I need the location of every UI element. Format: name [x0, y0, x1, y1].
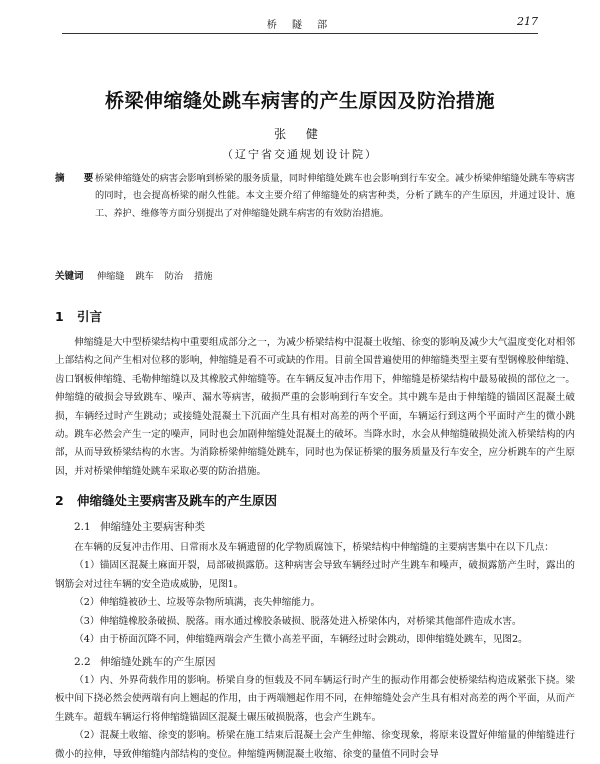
page-number: 217	[517, 15, 538, 28]
list-item: （2）混凝土收缩、徐变的影响。桥梁在施工结束后混凝土会产生伸缩、徐变现象，将原来设置好伸缩量的伸缩缝进行微小的拉伸，导致伸缩缝内部结构的变位。伸缩缝两侧混凝土收缩、徐变的量值不同时会导	[55, 730, 575, 760]
subsection-number: 2.2	[74, 656, 91, 668]
section-title: 伸缩缝处主要病害及跳车的产生原因	[77, 493, 278, 508]
subsection-body	[55, 539, 575, 649]
keywords-label: 关键词	[55, 271, 84, 282]
paragraph: 在车辆的反复冲击作用、日常雨水及车辆遗留的化学物质腐蚀下，桥梁结构中伸缩缝的主要病害集中在以下几点：	[74, 542, 554, 553]
section-number: 2	[55, 493, 64, 508]
paragraph: 伸缩缝是大中型桥梁结构中重要组成部分之一，为减少桥梁结构中混凝土收缩、徐变的影响及减少大气温度变化对相邻上部结构之间产生相对位移的影响，伸缩缝是看不可或缺的作用。目前全国普遍使用的伸缩缝类型主要有型钢橡胶伸缩缝、齿口钢板伸缩缝、毛勒伸缩缝以及其橡胶式伸缩缝等。在车辆反复冲击作用下，伸缩缝是桥梁结构中最易破损的部位之一。伸缩缝的破损会导致跳车、噪声、漏水等病害，破损严重的会影响到行车安全。其中跳车是由于伸缩缝的锚固区混凝土破损，车辆经过时产生跳动；或接缝处混凝土下沉面产生具有相对高差的两个平面，车辆运行到这两个平面时产生的微小跳动。跳车必然会产生一定的噪声，同时也会加剧伸缩缝处混凝土的破坏。当降水时，水会从伸缩缝破损处流入桥梁结构的内部，从而导致桥梁结构的水害。为消除桥梁伸缩缝处跳车，同时也为保证桥梁的服务质量及行车安全，应分析跳车的产生原因，并对桥梁伸缩缝处跳车采取必要的防治措施。	[55, 337, 575, 477]
section-title: 引言	[77, 309, 103, 324]
subsection-body	[55, 672, 575, 764]
section-number: 1	[55, 309, 64, 324]
subsection-title: 伸缩缝处跳车的产生原因	[100, 656, 216, 668]
paper-title: 桥梁伸缩缝处跳车病害的产生原因及防治措施	[104, 90, 495, 112]
subsection-heading	[74, 654, 216, 669]
subsection-number: 2.1	[74, 521, 91, 533]
subsection-heading	[74, 519, 205, 534]
list-item: （1）内、外界荷载作用的影响。桥梁自身的恒载及不同车辆运行时产生的振动作用都会使桥梁结构造成紧张下挠。梁板中间下挠必然会使两端有向上翘起的作用，由于两端翘起作用不同，在伸缩缝处会产生具有相对高差的两个平面，从而产生跳车。超载车辆运行将伸缩缝锚固区混凝土碾压破损脱落，也会产生跳车。	[55, 675, 575, 723]
abstract-text: 桥梁伸缩缝处的病害会影响到桥梁的服务质量，同时伸缩缝处跳车也会影响到行车安全。减少桥梁伸缩缝处跳车等病害的同时，也会提高桥梁的耐久性能。本文主要介绍了伸缩缝处的病害种类，分析了跳车的产生原因，并通过设计、施工、养护、维修等方面分别提出了对伸缩缝处跳车病害的有效防治措施。	[95, 173, 575, 219]
running-header	[62, 13, 538, 34]
author-affiliation: （辽宁省交通规划设计院）	[222, 148, 378, 161]
list-item: （3）伸缩缝橡胶条破损、脱落。雨水通过橡胶条破损、脱落处进入桥梁体内，对桥梁其他部件造成水害。	[74, 615, 522, 627]
keywords-text: 伸缩缝 跳车 防治 措施	[97, 271, 213, 282]
author-name: 张 健	[274, 127, 326, 141]
abstract-label: 摘 要	[55, 173, 102, 184]
journal-section-name: 桥 隧 部	[266, 20, 334, 31]
section-body	[55, 334, 575, 481]
keywords	[55, 268, 575, 285]
section-heading	[55, 491, 277, 509]
list-item: （4）由于桥面沉降不同，伸缩缝两端会产生微小高差平面，车辆经过时会跳动，即伸缩缝处跳车，见图2。	[74, 634, 528, 646]
section-heading	[55, 307, 102, 325]
list-item: （1）锚固区混凝土麻面开裂，局部破损露筋。这种病害会导致车辆经过时产生跳车和噪声，破损露筋产生时，露出的钢筋会对过往车辆的安全造成威胁，见图1。	[55, 560, 575, 590]
subsection-title: 伸缩缝处主要病害种类	[100, 521, 205, 533]
abstract	[55, 170, 575, 222]
list-item: （2）伸缩缝被砂土、垃圾等杂物所填满，丧失伸缩能力。	[74, 597, 321, 609]
